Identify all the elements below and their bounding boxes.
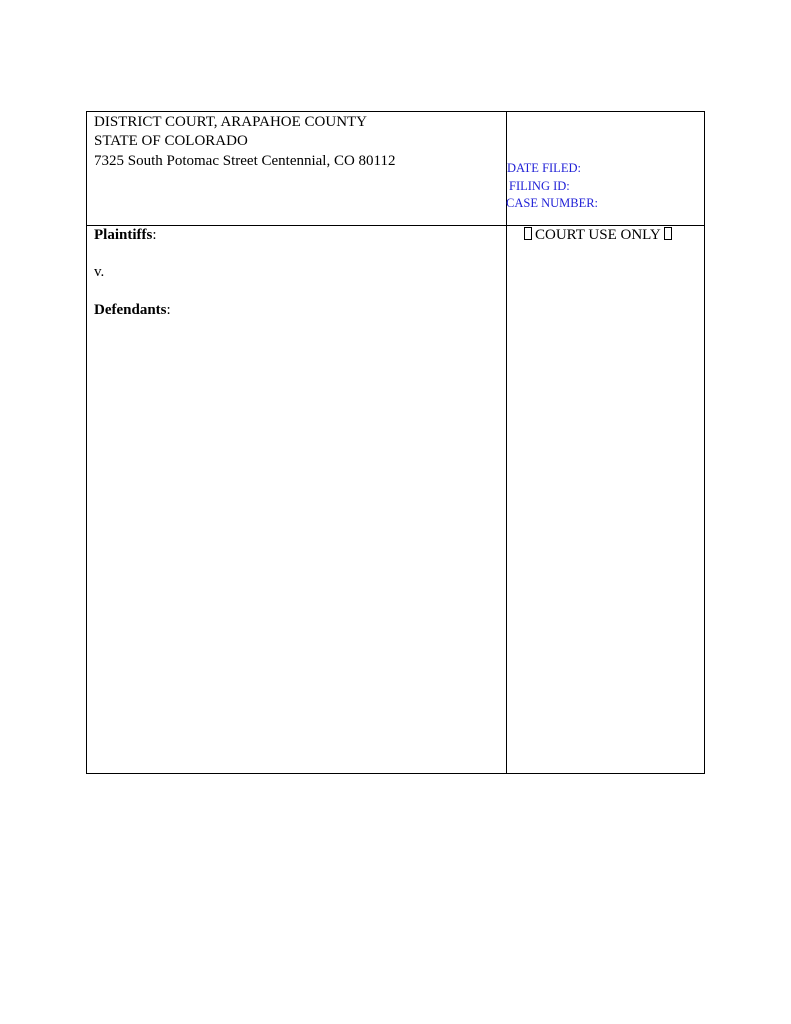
defendants-label: Defendants [94, 302, 167, 318]
plaintiffs-label: Plaintiffs [94, 227, 153, 243]
plaintiffs-colon: : [152, 227, 157, 243]
court-use-only-label: COURT USE ONLY [535, 227, 661, 243]
court-use-only-banner [521, 226, 675, 245]
defendants-colon: : [166, 302, 171, 318]
filing-stamp-cell [507, 112, 705, 226]
plaintiffs-line [94, 226, 157, 245]
parties-cell [87, 225, 507, 774]
court-use-cell [507, 225, 705, 774]
court-address: 7325 South Potomac Street Centennial, CO 80112 [94, 153, 396, 169]
date-filed-label: DATE FILED: [507, 161, 581, 175]
case-caption-table [86, 111, 705, 774]
court-info-cell [87, 112, 507, 226]
defendants-line [94, 301, 171, 320]
missing-glyph-right-icon [664, 227, 672, 240]
case-number-label: CASE NUMBER: [506, 196, 599, 210]
court-state: STATE OF COLORADO [94, 133, 248, 149]
court-name: DISTRICT COURT, ARAPAHOE COUNTY [94, 114, 368, 130]
missing-glyph-left-icon [524, 227, 532, 240]
filing-id-label: FILING ID: [509, 179, 570, 193]
versus-text: v. [94, 264, 105, 280]
